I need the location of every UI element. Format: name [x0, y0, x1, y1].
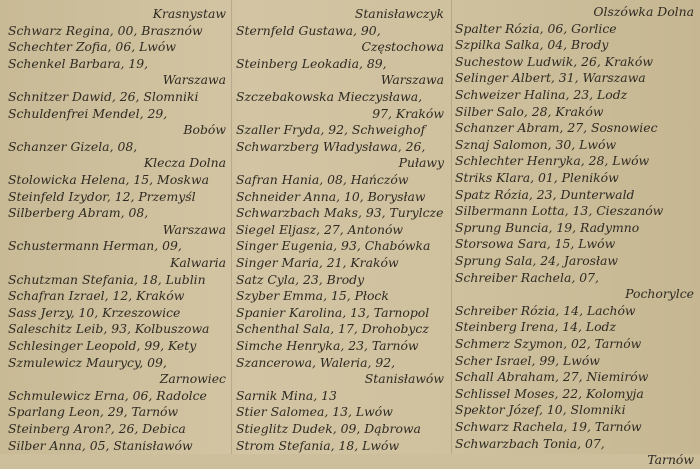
entry-continuation: Zarnowiec — [159, 371, 226, 387]
entry-line: Schwarzberg Władysława, 26, — [236, 138, 426, 154]
entry-line: Schneider Anna, 10, Borysław — [236, 188, 426, 204]
entry-line: Schlechter Henryka, 28, Lwów — [455, 153, 650, 169]
entry-continuation: Puławy — [398, 155, 444, 171]
entry-line: Schafran Izrael, 12, Kraków — [8, 288, 185, 304]
entry-line: Schall Abraham, 27, Niemirów — [455, 369, 649, 385]
entry-line: Szyber Emma, 15, Płock — [236, 288, 389, 304]
column-divider — [451, 0, 452, 454]
entry-line: Schuldenfrei Mendel, 29, — [8, 105, 168, 121]
entry-line: Spatz Rózia, 23, Dunterwald — [455, 186, 635, 202]
entry-line: Storsowa Sara, 15, Lwów — [455, 236, 616, 252]
entry-line: Schlissel Moses, 22, Kolomyja — [455, 385, 644, 401]
entry-line: Singer Maria, 21, Kraków — [236, 255, 399, 270]
entry-line: Sznaj Salomon, 30, Lwów — [455, 136, 617, 152]
entry-line: Sprung Buncia, 19, Radymno — [455, 219, 640, 235]
entry-line: Szancerowa, Waleria, 92, — [236, 354, 396, 370]
entry-line: Schlesinger Leopold, 99, Kety — [8, 338, 197, 353]
entry-line: Schustermann Herman, 09, — [8, 238, 182, 254]
entry-line: Silberberg Abram, 08, — [8, 205, 149, 221]
entry-line: Schmerz Szymon, 02, Tarnów — [455, 336, 642, 351]
entry-line: Sternfeld Gustawa, 90, — [236, 22, 381, 38]
entry-line: Suchestow Ludwik, 26, Kraków — [455, 53, 653, 69]
entry-line: Schanzer Abram, 27, Sosnowiec — [455, 120, 658, 136]
name-list-column-3 — [455, 0, 698, 468]
entry-line: Spektor Józef, 10, Slomniki — [455, 402, 626, 418]
entry-line: Silbermann Lotta, 13, Cieszanów — [455, 203, 664, 219]
entry-line: Spalter Rózia, 06, Gorlice — [455, 20, 617, 36]
entry-line: Sass Jerzy, 10, Krzeszowice — [8, 304, 181, 320]
name-list-column-2 — [236, 0, 448, 454]
entry-line: Schenkel Barbara, 19, — [8, 55, 149, 71]
entry-line: Safran Hania, 08, Hańczów — [236, 172, 409, 187]
entry-line: Striks Klara, 01, Pleników — [455, 170, 619, 185]
entry-line: Silber Salo, 28, Kraków — [455, 103, 604, 119]
entry-line: Schanzer Gizela, 08, — [8, 138, 138, 154]
entry-continuation: Tarnów — [647, 452, 694, 468]
entry-line: Steinberg Irena, 14, Lodz — [455, 319, 616, 335]
entry-line: Szmulewicz Maurycy, 09, — [8, 354, 167, 370]
entry-line: Schreiber Rachela, 07, — [455, 269, 599, 285]
entry-line: Satz Cyla, 23, Brody — [236, 271, 365, 287]
entry-line: Sarnik Mina, 13 — [236, 387, 337, 403]
entry-line: Silber Anna, 05, Stanisławów — [8, 437, 193, 453]
entry-continuation: Olszówka Dolna — [593, 4, 694, 19]
entry-line: Schwarzbach Maks, 93, Turylcze — [236, 205, 444, 221]
entry-line: Schnitzer Dawid, 26, Slomniki — [8, 89, 199, 104]
entry-continuation: Pochorylce — [625, 286, 694, 302]
entry-continuation: Klecza Dolna — [143, 155, 226, 171]
entry-line: Scher Israel, 99, Lwów — [455, 352, 600, 368]
entry-line: Singer Eugenia, 93, Chabówka — [236, 238, 431, 254]
entry-line: Spanier Karolina, 13, Tarnopol — [236, 304, 430, 320]
entry-line: Schwarz Regina, 00, Brasznów — [8, 22, 203, 38]
entry-continuation: Warszawa — [162, 221, 226, 237]
entry-line: Schwarz Rachela, 19, Tarnów — [455, 419, 642, 434]
entry-line: Siegel Eljasz, 27, Antonów — [236, 221, 404, 237]
entry-line: Sparlang Leon, 29, Tarnów — [8, 404, 179, 420]
entry-continuation: Stanisławów — [364, 371, 444, 387]
entry-line: Stolowicka Helena, 15, Moskwa — [8, 172, 210, 187]
entry-line: Steinberg Aron?, 26, Debica — [8, 421, 186, 436]
entry-line: Schechter Zofia, 06, Lwów — [8, 39, 176, 55]
entry-line: Simche Henryka, 23, Tarnów — [236, 338, 419, 353]
entry-continuation: Bobów — [183, 122, 226, 138]
entry-line: Steinfeld Izydor, 12, Przemyśl — [8, 188, 196, 204]
entry-continuation: Stanisławczyk — [354, 6, 444, 21]
entry-continuation: Kalwaria — [170, 255, 226, 270]
entry-line: Schutzman Stefania, 18, Lublin — [8, 271, 206, 287]
entry-line: Selinger Albert, 31, Warszawa — [455, 70, 646, 86]
entry-line: Stier Salomea, 13, Lwów — [236, 404, 393, 420]
entry-line: Sprung Sala, 24, Jarosław — [455, 253, 619, 268]
entry-continuation: Częstochowa — [361, 39, 444, 55]
entry-line: Szpilka Salka, 04, Brody — [455, 37, 609, 53]
entry-continuation: Krasnystaw — [152, 6, 226, 21]
entry-line: Schreiber Rózia, 14, Lachów — [455, 302, 636, 318]
column-divider — [231, 0, 232, 454]
entry-continuation: 97, Kraków — [372, 105, 444, 121]
entry-line: Strom Stefania, 18, Lwów — [236, 437, 400, 453]
entry-line: Schwarzbach Tonia, 07, — [455, 435, 605, 451]
entry-line: Schweizer Halina, 23, Lodz — [455, 87, 628, 102]
entry-continuation: Warszawa — [380, 72, 444, 88]
entry-line: Szaller Fryda, 92, Schweighof — [236, 122, 426, 138]
entry-line: Szczebakowska Mieczysława, — [236, 89, 423, 104]
entry-line: Schenthal Sala, 17, Drohobycz — [236, 321, 429, 337]
entry-continuation: Warszawa — [162, 72, 226, 88]
entry-line: Steinberg Leokadia, 89, — [236, 55, 387, 71]
entry-line: Saleschitz Leib, 93, Kolbuszowa — [8, 321, 210, 337]
entry-line: Stieglitz Dudek, 09, Dąbrowa — [236, 421, 421, 436]
entry-line: Schmulewicz Erna, 06, Radolce — [8, 387, 207, 403]
name-list-column-1 — [8, 0, 230, 454]
